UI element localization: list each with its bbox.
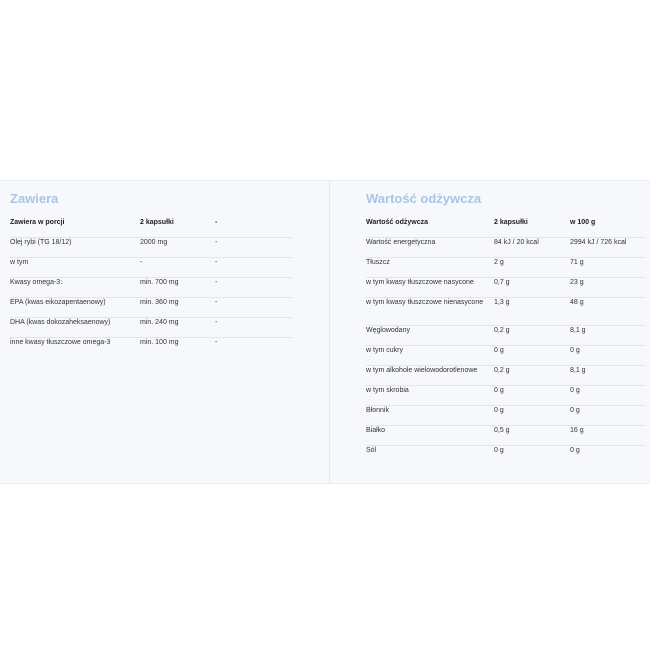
table-row: [10, 298, 292, 318]
header-cell: w 100 g: [570, 218, 646, 238]
row-value: 2 g: [494, 258, 570, 278]
table-row: [366, 258, 646, 278]
row-value: 8,1 g: [570, 366, 646, 386]
row-value: 0 g: [494, 386, 570, 406]
contents-title: Zawiera: [10, 191, 59, 206]
table-row: [366, 346, 646, 366]
table-header-row: [10, 218, 292, 238]
row-value: 0 g: [494, 406, 570, 426]
column-divider: [329, 181, 330, 483]
row-label: Białko: [366, 426, 494, 446]
nutrition-panel: [0, 180, 650, 484]
table-row: [366, 446, 646, 466]
row-label: w tym skrobia: [366, 386, 494, 406]
row-value: -: [215, 318, 292, 338]
header-cell: Wartość odżywcza: [366, 218, 494, 238]
row-value: -: [140, 258, 215, 278]
table-row: [10, 258, 292, 278]
row-label: Wartość energetyczna: [366, 238, 494, 258]
row-value: 2000 mg: [140, 238, 215, 258]
row-value: -: [215, 238, 292, 258]
row-label: Sól: [366, 447, 377, 454]
row-value: -: [215, 258, 292, 278]
table-row: [10, 238, 292, 258]
row-value: 0,7 g: [494, 278, 570, 298]
row-value: 71 g: [570, 258, 646, 278]
row-value: min. 100 mg: [140, 339, 179, 346]
header-cell: 2 kapsułki: [140, 218, 215, 238]
row-label: w tym kwasy tłuszczowe nasycone: [366, 278, 494, 298]
table-row: [366, 278, 646, 298]
row-label: w tym: [10, 258, 140, 278]
table-row: [366, 366, 646, 386]
row-value: 48 g: [570, 298, 646, 326]
row-label: w tym kwasy tłuszczowe nienasycone: [366, 298, 494, 326]
row-value: min. 360 mg: [140, 298, 215, 318]
table-row: [10, 338, 292, 358]
table-row: [366, 426, 646, 446]
row-label: Węglowodany: [366, 326, 494, 346]
row-value: 84 kJ / 20 kcal: [494, 238, 570, 258]
row-label: w tym cukry: [366, 346, 494, 366]
row-value: -: [215, 339, 218, 346]
row-label: inne kwasy tłuszczowe omega-3: [10, 339, 111, 346]
row-label: w tym alkohole wielowodorotlenowe: [366, 366, 494, 386]
row-value: 2994 kJ / 726 kcal: [570, 238, 646, 258]
row-label: Olej rybi (TG 18/12): [10, 238, 140, 258]
row-value: 1,3 g: [494, 298, 570, 326]
nutrition-title: Wartość odżywcza: [366, 191, 482, 206]
row-value: 0,2 g: [494, 366, 570, 386]
row-value: 16 g: [570, 426, 646, 446]
row-value: -: [215, 278, 292, 298]
row-label: Kwasy omega-3:: [10, 278, 140, 298]
row-value: 23 g: [570, 278, 646, 298]
header-cell: Zawiera w porcji: [10, 218, 140, 238]
row-value: 0 g: [570, 406, 646, 426]
row-label: DHA (kwas dokozaheksaenowy): [10, 318, 140, 338]
row-value: 0 g: [494, 447, 504, 454]
table-header-row: [366, 218, 646, 238]
row-value: 8,1 g: [570, 326, 646, 346]
contents-table: [10, 218, 292, 357]
row-value: min. 240 mg: [140, 318, 215, 338]
row-value: 0 g: [494, 346, 570, 366]
row-value: 0,5 g: [494, 426, 570, 446]
header-cell: -: [215, 218, 292, 238]
row-value: min. 700 mg: [140, 278, 215, 298]
row-value: 0,2 g: [494, 326, 570, 346]
table-row: [366, 386, 646, 406]
row-label: Błonnik: [366, 406, 494, 426]
table-row: [366, 406, 646, 426]
table-row: [10, 278, 292, 298]
table-row: [10, 318, 292, 338]
row-value: -: [215, 298, 292, 318]
row-label: EPA (kwas eikozapentaenowy): [10, 298, 140, 318]
row-value: 0 g: [570, 346, 646, 366]
row-label: Tłuszcz: [366, 258, 494, 278]
table-row: [366, 298, 646, 326]
row-value: 0 g: [570, 447, 580, 454]
table-row: [366, 326, 646, 346]
table-row: [366, 238, 646, 258]
header-cell: 2 kapsułki: [494, 218, 570, 238]
nutrition-table: [366, 218, 646, 465]
row-value: 0 g: [570, 386, 646, 406]
